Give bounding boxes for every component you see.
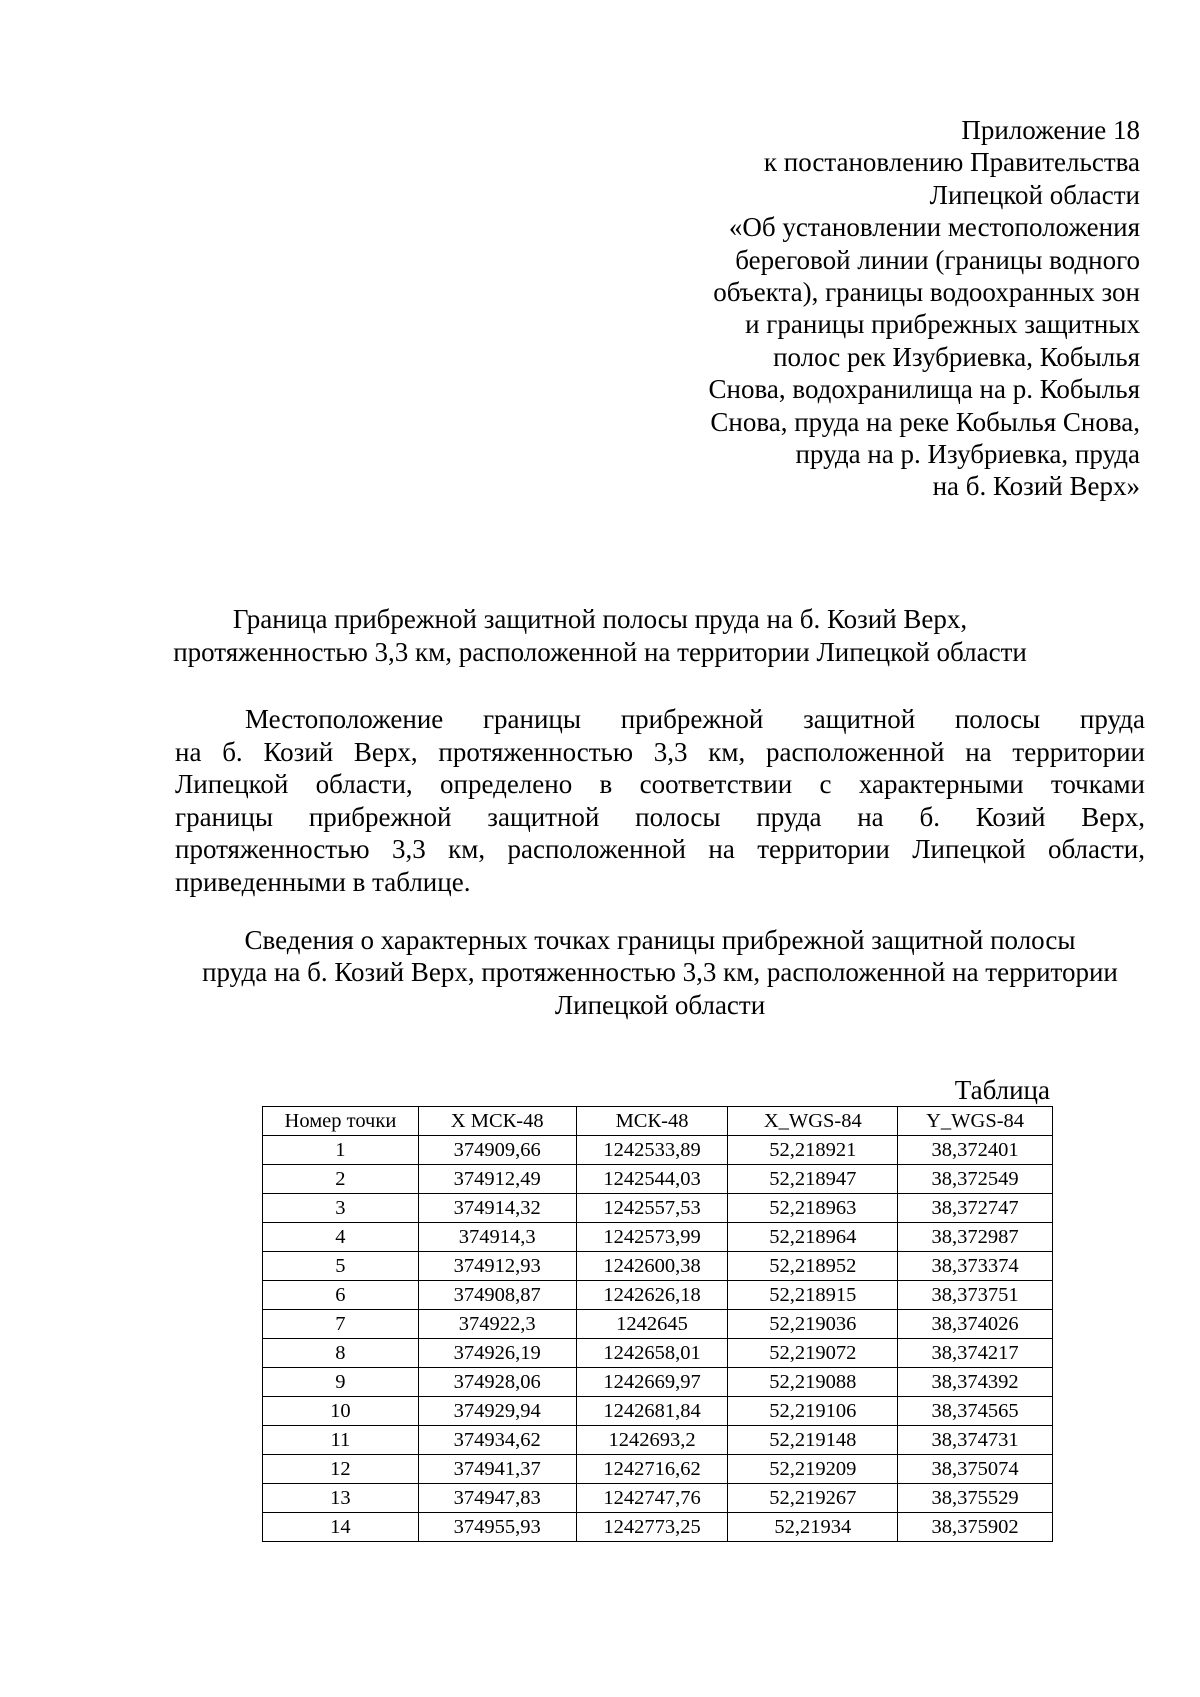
- table-row: [263, 1397, 1053, 1426]
- appendix-block: [560, 114, 1140, 503]
- cell-msk48: 1242658,01: [576, 1339, 728, 1368]
- table-row: [263, 1136, 1053, 1165]
- cell-x-wgs84: 52,218915: [728, 1281, 898, 1310]
- table-heading-line: Липецкой области: [554, 989, 766, 1020]
- cell-x-wgs84: 52,219267: [728, 1484, 898, 1513]
- cell-y-wgs84: 38,375902: [898, 1513, 1053, 1542]
- table-row: [263, 1194, 1053, 1223]
- cell-y-wgs84: 38,372401: [898, 1136, 1053, 1165]
- cell-msk48: 1242557,53: [576, 1194, 728, 1223]
- appendix-line: Приложение 18: [961, 115, 1140, 145]
- cell-msk48: 1242645: [576, 1310, 728, 1339]
- cell-point-number: 1: [263, 1136, 419, 1165]
- paragraph-line: Местоположение границы прибрежной защитной полосы пруда: [245, 704, 1145, 734]
- cell-point-number: 14: [263, 1513, 419, 1542]
- cell-x-msk48: 374941,37: [418, 1455, 576, 1484]
- table-row: [263, 1339, 1053, 1368]
- cell-msk48: 1242669,97: [576, 1368, 728, 1397]
- cell-y-wgs84: 38,374565: [898, 1397, 1053, 1426]
- cell-y-wgs84: 38,373751: [898, 1281, 1053, 1310]
- title-line: Граница прибрежной защитной полосы пруда на б. Козий Верх,: [232, 604, 968, 634]
- cell-point-number: 4: [263, 1223, 419, 1252]
- table-body: [263, 1136, 1053, 1542]
- table-header-row: [263, 1107, 1053, 1136]
- table-row: [263, 1223, 1053, 1252]
- table-row: [263, 1281, 1053, 1310]
- header-y-wgs84: Y_WGS-84: [898, 1107, 1053, 1136]
- table-row: [263, 1455, 1053, 1484]
- table-heading: [160, 924, 1160, 1021]
- cell-x-wgs84: 52,219209: [728, 1455, 898, 1484]
- paragraph-line: на б. Козий Верх, протяженностью 3,3 км, расположенной на территории: [175, 736, 1145, 767]
- cell-x-msk48: 374947,83: [418, 1484, 576, 1513]
- cell-x-msk48: 374926,19: [418, 1339, 576, 1368]
- cell-point-number: 9: [263, 1368, 419, 1397]
- cell-x-msk48: 374914,3: [418, 1223, 576, 1252]
- cell-y-wgs84: 38,373374: [898, 1252, 1053, 1281]
- cell-x-msk48: 374909,66: [418, 1136, 576, 1165]
- cell-x-wgs84: 52,218921: [728, 1136, 898, 1165]
- appendix-line: на б. Козий Верх»: [932, 471, 1140, 502]
- table-row: [263, 1426, 1053, 1455]
- cell-y-wgs84: 38,374392: [898, 1368, 1053, 1397]
- cell-x-msk48: 374928,06: [418, 1368, 576, 1397]
- cell-msk48: 1242681,84: [576, 1397, 728, 1426]
- cell-point-number: 2: [263, 1165, 419, 1194]
- appendix-line: Липецкой области: [929, 179, 1140, 210]
- cell-y-wgs84: 38,372747: [898, 1194, 1053, 1223]
- cell-x-wgs84: 52,218964: [728, 1223, 898, 1252]
- paragraph-line: Липецкой области, определено в соответствии с характерными точками: [175, 769, 1145, 800]
- cell-msk48: 1242716,62: [576, 1455, 728, 1484]
- header-x-wgs84: X_WGS-84: [728, 1107, 898, 1136]
- cell-y-wgs84: 38,375529: [898, 1484, 1053, 1513]
- coordinates-table: [262, 1106, 1053, 1542]
- paragraph-line: приведенными в таблице.: [175, 866, 471, 897]
- cell-y-wgs84: 38,374731: [898, 1426, 1053, 1455]
- table-row: [263, 1484, 1053, 1513]
- cell-point-number: 7: [263, 1310, 419, 1339]
- header-msk48: МСК-48: [576, 1107, 728, 1136]
- table-row: [263, 1310, 1053, 1339]
- cell-x-msk48: 374912,49: [418, 1165, 576, 1194]
- cell-point-number: 3: [263, 1194, 419, 1223]
- cell-msk48: 1242533,89: [576, 1136, 728, 1165]
- cell-x-msk48: 374914,32: [418, 1194, 576, 1223]
- appendix-line: береговой линии (границы водного: [735, 244, 1140, 275]
- cell-y-wgs84: 38,372549: [898, 1165, 1053, 1194]
- title-line: протяженностью 3,3 км, расположенной на территории Липецкой области: [173, 636, 1027, 667]
- cell-x-wgs84: 52,219106: [728, 1397, 898, 1426]
- table-row: [263, 1513, 1053, 1542]
- appendix-line: «Об установлении местоположения: [728, 212, 1140, 243]
- paragraph-line: протяженностью 3,3 км, расположенной на территории Липецкой области,: [175, 834, 1145, 865]
- appendix-line: пруда на р. Изубриевка, пруда: [795, 439, 1140, 470]
- appendix-line: Снова, пруда на реке Кобылья Снова,: [710, 406, 1140, 437]
- table-heading-line: пруда на б. Козий Верх, протяженностью 3,3 км, расположенной на территории: [202, 957, 1118, 988]
- cell-y-wgs84: 38,374217: [898, 1339, 1053, 1368]
- header-x-msk48: X МСК-48: [418, 1107, 576, 1136]
- cell-point-number: 12: [263, 1455, 419, 1484]
- cell-point-number: 10: [263, 1397, 419, 1426]
- cell-x-wgs84: 52,21934: [728, 1513, 898, 1542]
- cell-y-wgs84: 38,372987: [898, 1223, 1053, 1252]
- cell-y-wgs84: 38,374026: [898, 1310, 1053, 1339]
- table-label: Таблица: [954, 1075, 1050, 1105]
- cell-point-number: 5: [263, 1252, 419, 1281]
- table-row: [263, 1368, 1053, 1397]
- cell-x-msk48: 374929,94: [418, 1397, 576, 1426]
- cell-x-wgs84: 52,219148: [728, 1426, 898, 1455]
- cell-x-msk48: 374955,93: [418, 1513, 576, 1542]
- appendix-line: объекта), границы водоохранных зон: [713, 277, 1140, 308]
- header-point-number: Номер точки: [263, 1107, 419, 1136]
- table-row: [263, 1165, 1053, 1194]
- cell-x-wgs84: 52,218947: [728, 1165, 898, 1194]
- cell-point-number: 13: [263, 1484, 419, 1513]
- cell-x-wgs84: 52,219072: [728, 1339, 898, 1368]
- cell-x-msk48: 374908,87: [418, 1281, 576, 1310]
- body-paragraph: [175, 703, 1145, 899]
- cell-msk48: 1242544,03: [576, 1165, 728, 1194]
- table-heading-line: Сведения о характерных точках границы прибрежной защитной полосы: [244, 925, 1076, 955]
- cell-point-number: 11: [263, 1426, 419, 1455]
- cell-point-number: 6: [263, 1281, 419, 1310]
- cell-x-msk48: 374912,93: [418, 1252, 576, 1281]
- cell-msk48: 1242693,2: [576, 1426, 728, 1455]
- cell-point-number: 8: [263, 1339, 419, 1368]
- cell-x-wgs84: 52,219036: [728, 1310, 898, 1339]
- cell-y-wgs84: 38,375074: [898, 1455, 1053, 1484]
- appendix-line: полос рек Изубриевка, Кобылья: [773, 341, 1140, 372]
- cell-msk48: 1242747,76: [576, 1484, 728, 1513]
- cell-msk48: 1242600,38: [576, 1252, 728, 1281]
- cell-x-wgs84: 52,218963: [728, 1194, 898, 1223]
- paragraph-line: границы прибрежной защитной полосы пруда на б. Козий Верх,: [175, 801, 1145, 832]
- cell-msk48: 1242773,25: [576, 1513, 728, 1542]
- cell-x-wgs84: 52,219088: [728, 1368, 898, 1397]
- table-row: [263, 1252, 1053, 1281]
- appendix-line: и границы прибрежных защитных: [745, 309, 1140, 340]
- cell-x-msk48: 374922,3: [418, 1310, 576, 1339]
- document-title: [150, 603, 1050, 668]
- appendix-line: к постановлению Правительства: [763, 147, 1140, 178]
- cell-msk48: 1242573,99: [576, 1223, 728, 1252]
- cell-x-msk48: 374934,62: [418, 1426, 576, 1455]
- cell-msk48: 1242626,18: [576, 1281, 728, 1310]
- appendix-line: Снова, водохранилища на р. Кобылья: [708, 374, 1140, 405]
- cell-x-wgs84: 52,218952: [728, 1252, 898, 1281]
